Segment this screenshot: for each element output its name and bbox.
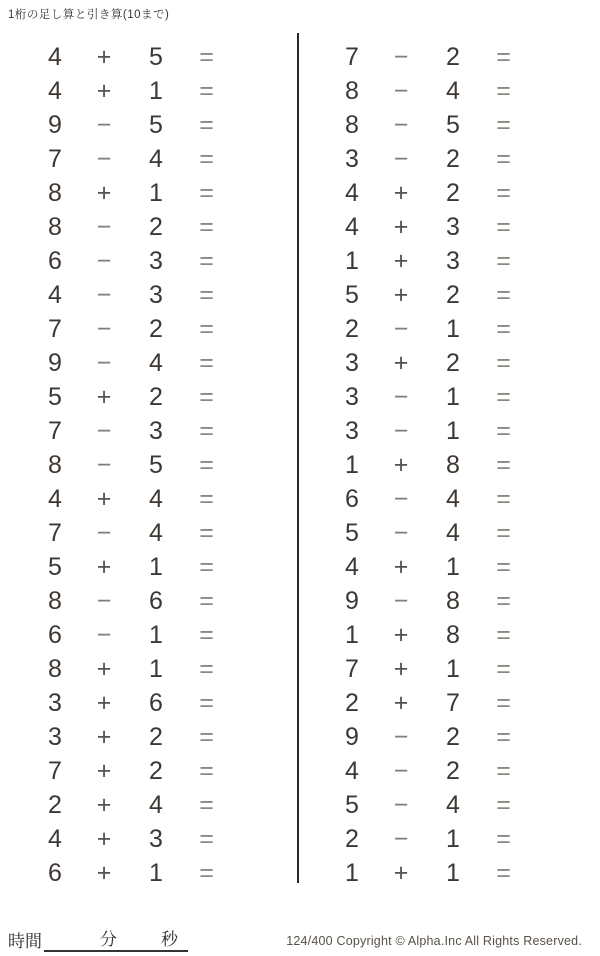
equals-sign: = xyxy=(496,247,510,275)
operand-a: 4 xyxy=(48,43,62,71)
operand-b: 1 xyxy=(149,77,163,105)
operand-b: 5 xyxy=(149,111,163,139)
equals-sign: = xyxy=(199,281,213,309)
operator: + xyxy=(96,77,112,105)
problem-row xyxy=(325,720,523,754)
operand-b: 4 xyxy=(446,77,460,105)
operand-a: 3 xyxy=(345,417,359,445)
equals-sign: = xyxy=(199,825,213,853)
operand-b: 1 xyxy=(446,825,460,853)
operator: + xyxy=(96,179,112,207)
operand-b: 3 xyxy=(149,281,163,309)
operator: − xyxy=(393,383,409,411)
problem-row xyxy=(28,74,226,108)
problem-row xyxy=(325,550,523,584)
problem-row xyxy=(325,482,523,516)
operator: + xyxy=(96,383,112,411)
problem-row xyxy=(28,210,226,244)
operator: − xyxy=(96,145,112,173)
operator: + xyxy=(393,621,409,649)
operand-a: 6 xyxy=(48,621,62,649)
operand-a: 8 xyxy=(48,179,62,207)
operand-a: 5 xyxy=(48,553,62,581)
problem-row xyxy=(28,720,226,754)
equals-sign: = xyxy=(496,111,510,139)
operand-b: 1 xyxy=(149,655,163,683)
problem-row xyxy=(28,584,226,618)
operand-b: 4 xyxy=(149,145,163,173)
problem-row xyxy=(325,686,523,720)
operator: − xyxy=(393,315,409,343)
operand-b: 8 xyxy=(446,451,460,479)
operator: − xyxy=(393,43,409,71)
operand-a: 4 xyxy=(345,757,359,785)
operand-a: 7 xyxy=(48,145,62,173)
problem-row xyxy=(28,312,226,346)
problem-row xyxy=(325,652,523,686)
equals-sign: = xyxy=(496,179,510,207)
equals-sign: = xyxy=(199,315,213,343)
equals-sign: = xyxy=(496,757,510,785)
operand-a: 8 xyxy=(345,77,359,105)
operator: − xyxy=(393,145,409,173)
column-divider xyxy=(297,33,299,883)
operand-a: 3 xyxy=(48,723,62,751)
operator: − xyxy=(96,111,112,139)
equals-sign: = xyxy=(199,111,213,139)
operand-b: 4 xyxy=(149,519,163,547)
equals-sign: = xyxy=(199,247,213,275)
operand-a: 2 xyxy=(345,825,359,853)
operator: − xyxy=(393,77,409,105)
operator: − xyxy=(96,315,112,343)
problem-row xyxy=(325,584,523,618)
operand-b: 3 xyxy=(149,825,163,853)
operator: + xyxy=(96,859,112,887)
time-entry xyxy=(8,925,188,952)
problem-row xyxy=(325,40,523,74)
equals-sign: = xyxy=(199,621,213,649)
problem-row xyxy=(325,244,523,278)
page-title: 1桁の足し算と引き算(10まで) xyxy=(8,9,170,21)
equals-sign: = xyxy=(496,43,510,71)
operator: + xyxy=(393,247,409,275)
operand-b: 2 xyxy=(446,43,460,71)
equals-sign: = xyxy=(496,859,510,887)
seconds-label: 秒 xyxy=(161,930,178,950)
problem-row xyxy=(325,516,523,550)
operand-b: 5 xyxy=(149,451,163,479)
time-label: 時間 xyxy=(8,932,42,952)
equals-sign: = xyxy=(199,587,213,615)
operand-a: 4 xyxy=(48,825,62,853)
operand-b: 2 xyxy=(149,315,163,343)
problem-row xyxy=(325,346,523,380)
operator: + xyxy=(393,451,409,479)
operator: − xyxy=(393,417,409,445)
problem-row xyxy=(28,822,226,856)
operator: + xyxy=(393,281,409,309)
operand-b: 5 xyxy=(149,43,163,71)
operator: + xyxy=(96,43,112,71)
problem-row xyxy=(28,40,226,74)
operand-a: 1 xyxy=(345,859,359,887)
operand-b: 1 xyxy=(446,859,460,887)
operand-b: 4 xyxy=(446,485,460,513)
operator: + xyxy=(393,689,409,717)
operand-b: 2 xyxy=(446,281,460,309)
operand-b: 1 xyxy=(149,179,163,207)
equals-sign: = xyxy=(496,451,510,479)
operator: − xyxy=(393,791,409,819)
problem-row xyxy=(28,550,226,584)
problem-row xyxy=(28,278,226,312)
problem-row xyxy=(325,822,523,856)
operand-a: 4 xyxy=(345,553,359,581)
problem-row xyxy=(325,142,523,176)
operand-a: 3 xyxy=(48,689,62,717)
operand-a: 8 xyxy=(48,655,62,683)
problem-row xyxy=(28,380,226,414)
equals-sign: = xyxy=(496,213,510,241)
operand-b: 1 xyxy=(149,621,163,649)
operator: + xyxy=(393,655,409,683)
problem-row xyxy=(325,414,523,448)
operand-a: 3 xyxy=(345,383,359,411)
problem-row xyxy=(28,686,226,720)
problem-row xyxy=(325,856,523,890)
operand-b: 2 xyxy=(149,213,163,241)
equals-sign: = xyxy=(199,757,213,785)
time-blank-line xyxy=(44,925,188,952)
operand-a: 5 xyxy=(48,383,62,411)
problem-row xyxy=(28,414,226,448)
equals-sign: = xyxy=(496,383,510,411)
operator: − xyxy=(393,757,409,785)
operator: − xyxy=(96,417,112,445)
operand-b: 4 xyxy=(149,791,163,819)
operand-a: 2 xyxy=(345,689,359,717)
problem-row xyxy=(325,176,523,210)
equals-sign: = xyxy=(496,349,510,377)
operand-a: 9 xyxy=(48,349,62,377)
operand-a: 6 xyxy=(345,485,359,513)
operator: − xyxy=(96,247,112,275)
operator: + xyxy=(393,213,409,241)
operand-b: 3 xyxy=(446,213,460,241)
equals-sign: = xyxy=(199,417,213,445)
operator: − xyxy=(96,451,112,479)
operand-b: 2 xyxy=(149,383,163,411)
problem-row xyxy=(325,210,523,244)
equals-sign: = xyxy=(199,43,213,71)
operand-b: 4 xyxy=(446,791,460,819)
operand-b: 3 xyxy=(149,417,163,445)
operand-a: 7 xyxy=(48,757,62,785)
operand-a: 4 xyxy=(345,213,359,241)
equals-sign: = xyxy=(496,689,510,717)
operand-b: 4 xyxy=(149,485,163,513)
operator: − xyxy=(393,485,409,513)
equals-sign: = xyxy=(496,791,510,819)
operator: + xyxy=(393,349,409,377)
problem-row xyxy=(28,618,226,652)
equals-sign: = xyxy=(199,349,213,377)
operand-b: 1 xyxy=(446,553,460,581)
operand-a: 4 xyxy=(345,179,359,207)
operand-a: 8 xyxy=(345,111,359,139)
operand-b: 1 xyxy=(446,315,460,343)
equals-sign: = xyxy=(496,145,510,173)
operand-b: 8 xyxy=(446,587,460,615)
equals-sign: = xyxy=(199,77,213,105)
operand-a: 1 xyxy=(345,247,359,275)
problems-column-left xyxy=(28,40,226,890)
operand-b: 2 xyxy=(149,757,163,785)
operand-a: 3 xyxy=(345,349,359,377)
operand-a: 9 xyxy=(345,587,359,615)
operand-a: 6 xyxy=(48,859,62,887)
equals-sign: = xyxy=(199,179,213,207)
operand-b: 2 xyxy=(149,723,163,751)
equals-sign: = xyxy=(199,859,213,887)
problem-row xyxy=(28,516,226,550)
equals-sign: = xyxy=(199,519,213,547)
operand-b: 2 xyxy=(446,757,460,785)
operand-b: 6 xyxy=(149,587,163,615)
operand-a: 2 xyxy=(48,791,62,819)
equals-sign: = xyxy=(496,553,510,581)
operand-b: 1 xyxy=(149,553,163,581)
operand-a: 7 xyxy=(48,315,62,343)
equals-sign: = xyxy=(199,655,213,683)
operator: + xyxy=(96,757,112,785)
operator: + xyxy=(96,723,112,751)
problem-row xyxy=(325,278,523,312)
equals-sign: = xyxy=(496,281,510,309)
operand-b: 1 xyxy=(446,383,460,411)
operand-b: 5 xyxy=(446,111,460,139)
equals-sign: = xyxy=(199,451,213,479)
operand-b: 4 xyxy=(149,349,163,377)
equals-sign: = xyxy=(496,723,510,751)
operand-a: 7 xyxy=(345,43,359,71)
problems-area xyxy=(0,40,600,900)
operand-a: 5 xyxy=(345,281,359,309)
operand-b: 3 xyxy=(446,247,460,275)
operand-a: 9 xyxy=(48,111,62,139)
operand-a: 1 xyxy=(345,621,359,649)
problem-row xyxy=(28,346,226,380)
problem-row xyxy=(28,652,226,686)
operand-a: 6 xyxy=(48,247,62,275)
operator: + xyxy=(393,859,409,887)
operator: + xyxy=(96,485,112,513)
operand-a: 4 xyxy=(48,77,62,105)
operand-b: 3 xyxy=(149,247,163,275)
operand-b: 8 xyxy=(446,621,460,649)
equals-sign: = xyxy=(496,587,510,615)
operator: − xyxy=(96,349,112,377)
equals-sign: = xyxy=(199,383,213,411)
operator: − xyxy=(96,519,112,547)
problem-row xyxy=(28,448,226,482)
operand-a: 3 xyxy=(345,145,359,173)
operator: − xyxy=(96,587,112,615)
operand-b: 2 xyxy=(446,723,460,751)
copyright-text: 124/400 Copyright © Alpha.Inc All Rights Reserved. xyxy=(286,934,582,948)
equals-sign: = xyxy=(496,825,510,853)
operand-a: 8 xyxy=(48,451,62,479)
operator: + xyxy=(393,553,409,581)
operand-a: 5 xyxy=(345,519,359,547)
equals-sign: = xyxy=(496,77,510,105)
operator: + xyxy=(96,553,112,581)
equals-sign: = xyxy=(496,315,510,343)
operand-b: 2 xyxy=(446,145,460,173)
problem-row xyxy=(325,754,523,788)
operand-b: 4 xyxy=(446,519,460,547)
operand-a: 4 xyxy=(48,281,62,309)
operator: + xyxy=(96,825,112,853)
operand-b: 6 xyxy=(149,689,163,717)
operator: − xyxy=(393,825,409,853)
problem-row xyxy=(28,788,226,822)
equals-sign: = xyxy=(199,485,213,513)
problem-row xyxy=(28,856,226,890)
operand-a: 9 xyxy=(345,723,359,751)
equals-sign: = xyxy=(496,417,510,445)
operator: + xyxy=(96,655,112,683)
operator: − xyxy=(393,519,409,547)
problem-row xyxy=(28,482,226,516)
problem-row xyxy=(325,312,523,346)
equals-sign: = xyxy=(496,655,510,683)
equals-sign: = xyxy=(199,689,213,717)
minutes-label: 分 xyxy=(100,930,117,950)
equals-sign: = xyxy=(199,553,213,581)
equals-sign: = xyxy=(199,723,213,751)
operand-a: 5 xyxy=(345,791,359,819)
operator: + xyxy=(393,179,409,207)
operator: − xyxy=(96,621,112,649)
operand-b: 2 xyxy=(446,179,460,207)
problems-column-right xyxy=(325,40,523,890)
problem-row xyxy=(28,142,226,176)
equals-sign: = xyxy=(199,791,213,819)
problem-row xyxy=(28,176,226,210)
problem-row xyxy=(325,380,523,414)
operand-a: 7 xyxy=(345,655,359,683)
operand-b: 1 xyxy=(446,655,460,683)
problem-row xyxy=(28,244,226,278)
equals-sign: = xyxy=(199,145,213,173)
equals-sign: = xyxy=(199,213,213,241)
operand-a: 2 xyxy=(345,315,359,343)
problem-row xyxy=(325,74,523,108)
operand-a: 8 xyxy=(48,587,62,615)
problem-row xyxy=(28,108,226,142)
problem-row xyxy=(325,788,523,822)
operand-a: 8 xyxy=(48,213,62,241)
problem-row xyxy=(325,108,523,142)
problem-row xyxy=(325,448,523,482)
operand-b: 7 xyxy=(446,689,460,717)
operand-a: 4 xyxy=(48,485,62,513)
operator: − xyxy=(393,587,409,615)
operand-a: 7 xyxy=(48,417,62,445)
problem-row xyxy=(28,754,226,788)
operator: − xyxy=(96,213,112,241)
operator: − xyxy=(96,281,112,309)
equals-sign: = xyxy=(496,519,510,547)
operand-b: 1 xyxy=(149,859,163,887)
operator: − xyxy=(393,723,409,751)
problem-row xyxy=(325,618,523,652)
operator: + xyxy=(96,689,112,717)
equals-sign: = xyxy=(496,485,510,513)
operator: − xyxy=(393,111,409,139)
operand-a: 7 xyxy=(48,519,62,547)
equals-sign: = xyxy=(496,621,510,649)
operator: + xyxy=(96,791,112,819)
operand-b: 1 xyxy=(446,417,460,445)
operand-b: 2 xyxy=(446,349,460,377)
operand-a: 1 xyxy=(345,451,359,479)
